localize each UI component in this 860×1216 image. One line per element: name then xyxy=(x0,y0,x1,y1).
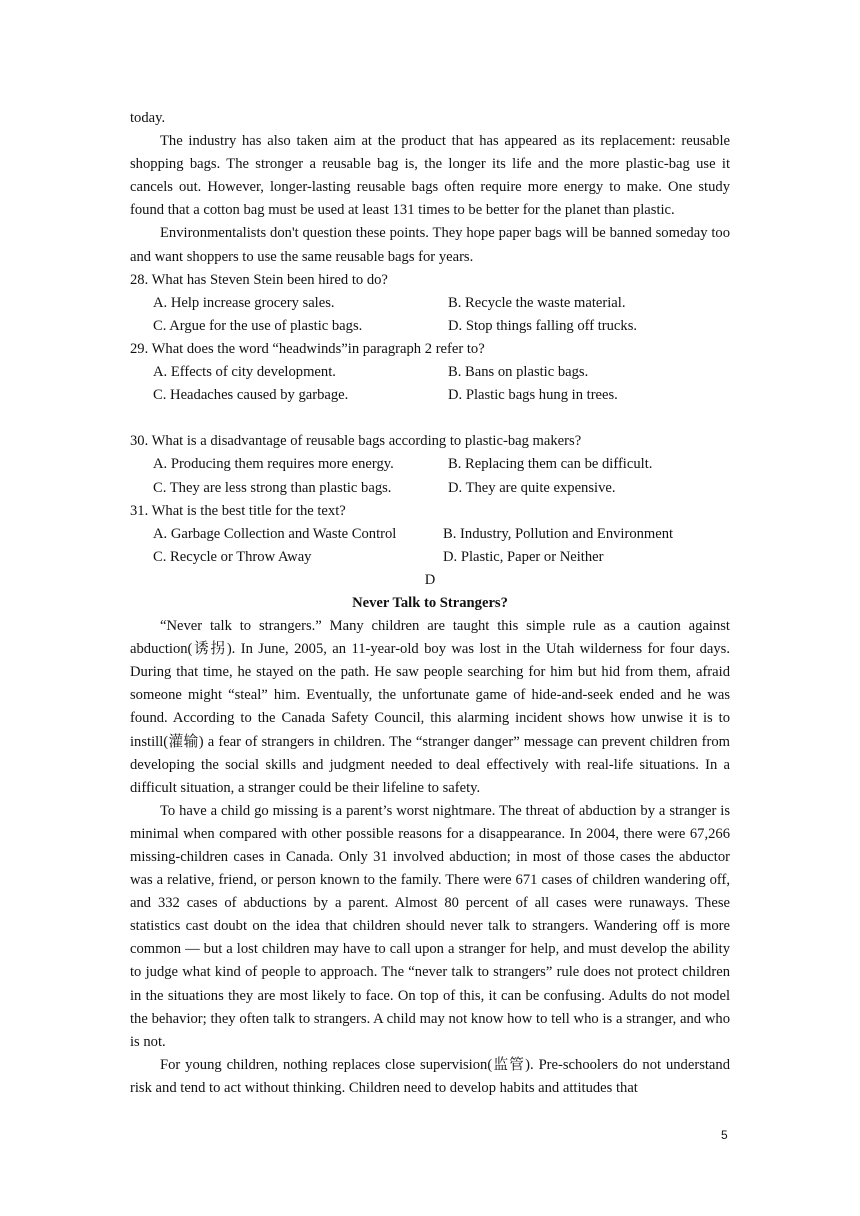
option-c: C. Recycle or Throw Away xyxy=(153,548,312,565)
option-b: B. Recycle the waste material. xyxy=(448,294,626,311)
option-d: D. Plastic, Paper or Neither xyxy=(443,548,604,565)
question-28 xyxy=(130,269,730,338)
section-title: Never Talk to Strangers? xyxy=(352,594,508,611)
option-b: B. Industry, Pollution and Environment xyxy=(443,525,674,542)
option-b: B. Replacing them can be difficult. xyxy=(448,456,653,473)
question-29 xyxy=(130,338,730,407)
option-a: A. Producing them requires more energy. xyxy=(153,456,394,473)
option-d: D. They are quite expensive. xyxy=(448,479,616,496)
option-a: A. Help increase grocery sales. xyxy=(153,294,335,311)
section-letter: D xyxy=(424,571,436,588)
continuation-line: today. xyxy=(130,110,166,126)
option-d: D. Plastic bags hung in trees. xyxy=(448,387,618,404)
blank-line xyxy=(130,407,730,430)
paragraph: Environmentalists don't question these points. They hope paper bags will be banned someday too and want shoppers to use the same reusable bags for years. xyxy=(130,225,730,265)
question-stem: 31. What is the best title for the text? xyxy=(130,502,346,519)
paragraph: “Never talk to strangers.” Many children are taught this simple rule as a caution against abduction(诱拐). In June, 2005, an 11-year-old boy was lost in the Utah wilderness for four days. During that time, he stayed on the path. He saw people searching for him but hid from them, afraid someone might “steal” him. Eventually, the unfortunate game of hide-and-seek ended and he was found. According to the Canada Safety Council, this alarming incident shows how unwise it is to instill(灌输) a fear of strangers in children. The “stranger danger” message can prevent children from developing the social skills and judgment needed to deal effectively with real-life situations. In a difficult situation, a stranger could be their lifeline to safety. xyxy=(130,618,730,796)
page-number: 5 xyxy=(721,1128,728,1142)
question-30 xyxy=(130,430,730,499)
option-c: C. Argue for the use of plastic bags. xyxy=(153,317,363,334)
option-b: B. Bans on plastic bags. xyxy=(448,364,589,381)
paragraph: To have a child go missing is a parent’s worst nightmare. The threat of abduction by a stranger is minimal when compared with other possible reasons for a disappearance. In 2004, there were 67,266 missing-children cases in Canada. Only 31 involved abduction; in most of those cases the abductor was a relative, friend, or person known to the family. There were 671 cases of children wandering off, and 332 cases of abductions by a parent. Almost 80 percent of all cases were runaways. These statistics cast doubt on the idea that children should never talk to strangers. Wandering off is more common — but a lost children may have to call upon a stranger for help, and must develop the ability to judge what kind of people to approach. The “never talk to strangers” rule does not protect children in the situations they are most likely to face. On top of this, it can be confusing. Adults do not model the behavior; they often talk to strangers. A child may not know how to tell who is a stranger, and who is not. xyxy=(130,802,730,1050)
option-a: A. Effects of city development. xyxy=(153,364,336,381)
question-stem: 29. What does the word “headwinds”in paragraph 2 refer to? xyxy=(130,340,485,357)
option-d: D. Stop things falling off trucks. xyxy=(448,317,638,334)
question-stem: 28. What has Steven Stein been hired to do? xyxy=(130,271,388,288)
question-31 xyxy=(130,500,730,569)
option-a: A. Garbage Collection and Waste Control xyxy=(153,525,397,542)
option-c: C. They are less strong than plastic bags. xyxy=(153,479,392,496)
document-page xyxy=(130,107,730,1100)
question-stem: 30. What is a disadvantage of reusable bags according to plastic-bag makers? xyxy=(130,433,582,450)
paragraph: The industry has also taken aim at the product that has appeared as its replacement: reusable shopping bags. The stronger a reusable bag is, the longer its life and the more plastic-bag use it cancels out. However, longer-lasting reusable bags often require more energy to make. One study found that a cotton bag must be used at least 131 times to be better for the planet than plastic. xyxy=(130,133,730,219)
option-c: C. Headaches caused by garbage. xyxy=(153,387,349,404)
paragraph: For young children, nothing replaces close supervision(监管). Pre-schoolers do not understand risk and tend to act without thinking. Children need to develop habits and attitudes that xyxy=(130,1056,730,1096)
